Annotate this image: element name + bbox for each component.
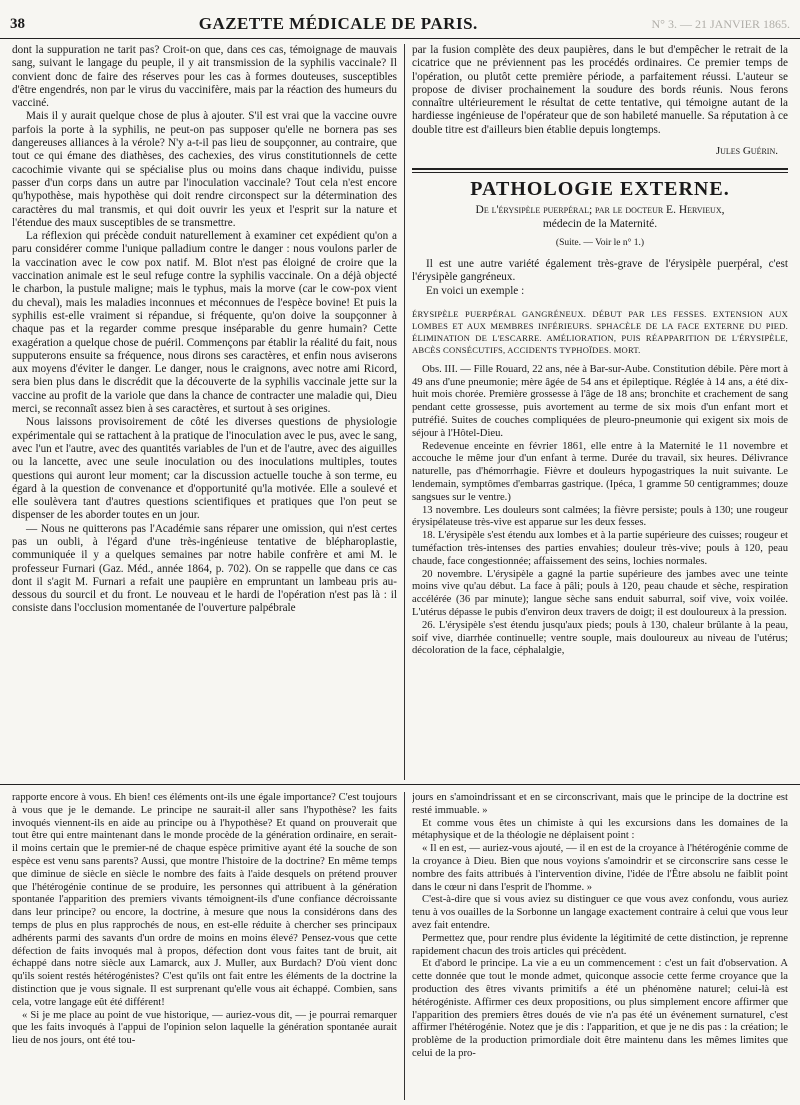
byline-title: De l'érysipèle puerpéral; par le docteur E. Hervieux, xyxy=(475,203,725,216)
paragraph: 20 novembre. L'érysipèle a gagné la partie supérieure des jambes avec une teinte moins vive qu'au début. La face à pâli; pouls à 120, peau chaude et sèche, respiration accélérée (36 par minute); langue sèche sans enduit saburral, soif vive, voix voilée. L'utérus dépasse le pubis d'environ deux travers de doigt; il est douloureux à la pression. xyxy=(412,568,788,618)
paragraph: Redevenue enceinte en février 1861, elle entre à la Maternité le 11 novembre et accouche le même jour d'un enfant à terme. Durée du travail, six heures. Délivrance naturelle, pas d'hémorrhagie. Fièvre et douleurs hypogastriques la nuit suivante. Le lendemain, symptômes d'embarras gastrique. (Ipéca, 1 gramme 50 centigrammes; douze sangsues sur le ventre.) xyxy=(412,440,788,503)
paragraph: Et d'abord le principe. La vie a eu un commencement : c'est un fait d'observation. A cette donnée que tout le monde admet, quiconque associe cette ferme croyance que la production des êtres vivants primitifs a été un phénomène naturel; celui-là est hétérogéniste. Affirmer ces deux propositions, ou plus simplement encore affirmer que l'apparition des premiers êtres doués de vie n'a pas été un événement surnaturel, c'est affirmer l'hétérogénie. Notez que je dis : l'apparition, et que je ne dis pas : la création; le problème de la production primordiale doit être maintenu dans les mêmes limites que celui de la pro- xyxy=(412,958,788,1059)
paragraph: 18. L'érysipèle s'est étendu aux lombes et à la partie supérieure des cuisses; rougeur et tuméfaction très-intenses des parties envahies; douleur très-vive; pouls à 120, peau chaude, face congestionnée; affaissement des seins, lochies normales. xyxy=(412,530,788,567)
case-heading: ÉRYSIPÈLE PUERPÉRAL GANGRÉNEUX. DÉBUT PAR LES FESSES. EXTENSION AUX LOMBES ET AUX MEMBRES INFÉRIEURS. SPHACÈLE DE LA FACE EXTERNE DU PIED. ÉLIMINATION DE L'ESCARRE. AMÉLIORATION, PUIS RÉAPPARITION DE L'ÉRYSIPÈLE, ABCÈS CONSÉCUTIFS, ACCIDENTS TYPHOÏDES. MORT. xyxy=(412,308,788,355)
byline-affiliation: médecin de la Maternité. xyxy=(542,217,658,230)
header-rule xyxy=(0,38,800,39)
paragraph: 13 novembre. Les douleurs sont calmées; la fièvre persiste; pouls à 130; une rougeur érysipélateuse très-vive est apparue sur les deux fesses. xyxy=(412,504,788,529)
column-top-right xyxy=(412,44,788,780)
page-number: 38 xyxy=(10,15,25,32)
article-byline xyxy=(412,203,788,231)
paragraph: La réflexion qui précède conduit naturellement à examiner cet expédient qu'on a paru considérer comme l'unique palladium contre le danger : nous voulons parler de la vaccination avec le cow pox natif. M. Blot n'est pas éloigné de croire que la vaccination animale est le seul refuge contre la syphilis vaccinale. On a déjà objecté le charbon, la pustule maligne; mais le typhus, mais la morve (car le cow-pox vient du cheval), mais les maladies inconnues et méconnues de l'espèce bovine! Et puis la syphilis est-elle vraiment si répandue, si fréquente, qu'on doive la soupçonner à chaque pas et la regarder comme presque inséparable du genre humain? Cette exagération a quelque chose de puéril. Commençons par établir la réalité du fait, nous supputerons ensuite sa fréquence, nous dirons ses caractères, et enfin nous aviserons aux moyens d'éviter le danger. Le danger, nous le craignons, avec notre ami Ricord, sera bien plus dans le discrédit que la découverte de la syphilis vaccinale jette sur la vaccine au profit de la variole que dans la chance de contracter une maladie qui, Dieu merci, se reconnaît assez bien à ses caractères, et surtout à ses origines. xyxy=(12,230,397,416)
feuilleton-rule xyxy=(0,784,800,785)
journal-title: GAZETTE MÉDICALE DE PARIS. xyxy=(198,14,478,33)
column-top-left xyxy=(12,44,397,780)
column-bottom-left xyxy=(12,792,397,1100)
paragraph: Permettez que, pour rendre plus évidente la légitimité de cette distinction, je reprenne rapidement chacun des trois articles qui précèdent. xyxy=(412,932,788,957)
paragraph: rapporte encore à vous. Eh bien! ces éléments ont-ils une égale importance? C'est toujours à vous que je le demande. Le principe ne saurait-il aller sans l'hypothèse? les faits invoqués viennent-ils en aide au principe ou à l'hypothèse? Et quand on prouverait que tout être qui entre maintenant dans le monde procède de la génération ordinaire, en serait-il moins certain que le premier-né de chaque espèce primitive ayant été la souche de son espèce est venu sans parents? Aussi, que montre l'histoire de la doctrine? En même temps que diminue de siècle en siècle le nombre des faits à l'aide desquels on prétend prouver que l'hétérogénie continue de se produire, les personnes qui attribuent à la génération spontanée l'apparition des premiers vivants témoignent-ils d'une confiance décroissante dans leur principe? ou encore, la doctrine, à mesure que nous la considérons dans des temps de plus en plus rapprochés de nous, en est-elle réduite à chercher ses principaux adhérents parmi des savants d'un ordre de moins en moins élevé? Pensez-vous que cette défection de faits invoqués mal à propos, défection dont vous faites tant de bruit, ait échappé dans notre siècle aux Lamarck, aux J. Muller, aux Burdach? D'où vient donc qu'ils soient restés hétérogénistes? C'est qu'ils ont fait entre les éléments de la doctrine la distinction que je vous signale. Il est surprenant qu'elle vous ait échappé. Combien, sans cela, votre langage eût été différent! xyxy=(12,792,397,1008)
section-rule xyxy=(412,168,788,170)
signature: Jules Guérin. xyxy=(715,145,778,158)
section-rule xyxy=(412,172,788,173)
page-header xyxy=(10,12,790,36)
section-title: PATHOLOGIE EXTERNE. xyxy=(470,178,730,201)
issue-date: N° 3. — 21 JANVIER 1865. xyxy=(651,16,790,31)
paragraph: En voici un exemple : xyxy=(426,284,525,297)
continuation-note: (Suite. — Voir le n° 1.) xyxy=(555,237,645,248)
paragraph: dont la suppuration ne tarit pas? Croit-on que, dans ces cas, témoignage de mauvais sang, suivant le langage du peuple, il y ait transmission de la syphilis vaccinale? Il convient donc de faire des réserves pour les cas à formes douteuses, susceptibles d'être engendrés, non par le virus du vaccinifère, mais par la réaction des humeurs du vacciné. xyxy=(12,44,397,110)
paragraph: — Nous ne quitterons pas l'Académie sans réparer une omission, qui n'est certes pas un oubli, à l'égard d'une très-ingénieuse tentative de blépharoplastie, communiquée il y a quelques semaines par notre habile confrère et ami M. le professeur Furnari (Gaz. Méd., année 1864, p. 702). On se rappelle que dans ce cas dont il s'agit M. Furnari a refait une paupière en empruntant un lambeau pris au-dessous du sourcil et du front. Le nouveau et le hardi de l'opération n'est pas là : il consiste dans l'occlusion momentanée de l'ouverture palpébrale xyxy=(12,522,397,615)
paragraph: Nous laissons provisoirement de côté les diverses questions de physiologie expérimentale qui se rattachent à la pratique de l'inoculation avec le pus, avec le sang, avec l'un et l'autre, avec des quantités variables de l'un et de l'autre, avec des aiguilles ou la lancette, avec une seule inoculation ou des inoculations multiples, toutes questions qui auront leur moment; car la discussion actuelle touche à son terme, eu égard à la question de convenance et d'opportunité qu'la motivée. Elle a soulevé et elle soulèvera tant d'autres questions scientifiques et pratiques que l'on peut se dispenser de les aborder toutes en un jour. xyxy=(12,416,397,522)
paragraph: Obs. III. — Fille Rouard, 22 ans, née à Bar-sur-Aube. Constitution débile. Père mort à 49 ans d'une pneumonie; mère âgée de 54 ans et épileptique. Réglée à 14 ans, a été dix-huit mois chorée. Première grossesse à l'âge de 18 ans; bronchite et crachement de sang pendant cette grossesse, puis avortement au terme de six mois d'un enfant mort et putréfié. Suites de couches compliquées de pleuro-pneumonie qui exigent six mois de séjour à l'Hôtel-Dieu. xyxy=(412,363,788,439)
paragraph: 26. L'érysipèle s'est étendu jusqu'aux pieds; pouls à 130, chaleur brûlante à la peau, soif vive, diarrhée continuelle; ventre souple, mais douloureux au niveau de l'utérus; décoloration de la face, céphalalgie, xyxy=(412,619,788,657)
paragraph: « Il en est, — auriez-vous ajouté, — il en est de la croyance à l'hétérogénie comme de la croyance à Dieu. Bien que nous voyions s'amoindrir et se circonscrire sans cesse le nombre des faits attribués à l'intervention divine, l'idée de l'Être absolu ne faiblit point dans le cœur ni dans l'esprit de l'homme. » xyxy=(412,843,788,893)
paragraph: « Si je me place au point de vue historique, — auriez-vous dit, — je pourrai remarquer que les faits invoqués à l'appui de l'opinion selon laquelle la génération spontanée aurait lieu de nos jours, ont été tou- xyxy=(12,1009,397,1047)
paragraph: par la fusion complète des deux paupières, dans le but d'empêcher le retrait de la cicatrice que ne préviennent pas les procédés ordinaires. Ce premier temps de l'opération, ou plutôt cette première période, a parfaitement réussi. L'auteur se propose de diviser prochainement la soudure des bords réunis. Nous ferons connaître ultérieurement le résultat de cette tentative, qui témoigne autant de la hardiesse ingénieuse de l'opérateur que de son habileté manuelle. Sa réputation à ce double titre est d'ailleurs bien établie depuis longtemps. xyxy=(412,44,788,136)
paragraph: Mais il y aurait quelque chose de plus à ajouter. S'il est vrai que la vaccine ouvre parfois la porte à la syphilis, ne peut-on pas supposer qu'elle ne bornera pas ses dangereuses alliances à la vérole? N'y a-t-il pas lieu de soupçonner, au contraire, que tout ce qui émane des diathèses, des cachexies, des virus constitutionnels de cette cacochimie vivante qui se spécialise plus ou moins dans chaque individu, puisse passer d'un corps dans un autre par l'inoculation vaccinale? Tout cela n'est encore qu'hypothèse, mais hypothèse qui doit rendre circonspect sur la détermination des caractères du mal transmis, et qui doit ouvrir les yeux et l'esprit sur la nature et l'étendue des maux susceptibles de se transmettre. xyxy=(12,110,397,229)
column-divider-top xyxy=(404,44,405,780)
column-divider-bottom xyxy=(404,792,405,1100)
paragraph: C'est-à-dire que si vous aviez su distinguer ce que vous avez confondu, vous auriez tenu à vos ouailles de la Sorbonne un langage exactement contraire à celui que vous leur avez fait entendre. xyxy=(412,894,788,931)
column-bottom-right xyxy=(412,792,788,1100)
paragraph: Et comme vous êtes un chimiste à qui les excursions dans les domaines de la métaphysique et de la théologie ne déplaisent point : xyxy=(412,817,788,842)
case-report xyxy=(412,364,788,658)
paragraph: jours en s'amoindrissant et en se circonscrivant, mais que le principe de la doctrine est resté immuable. » xyxy=(412,792,788,816)
paragraph: Il est une autre variété également très-grave de l'érysipèle puerpéral, c'est l'érysipèle gangréneux. xyxy=(412,257,788,284)
